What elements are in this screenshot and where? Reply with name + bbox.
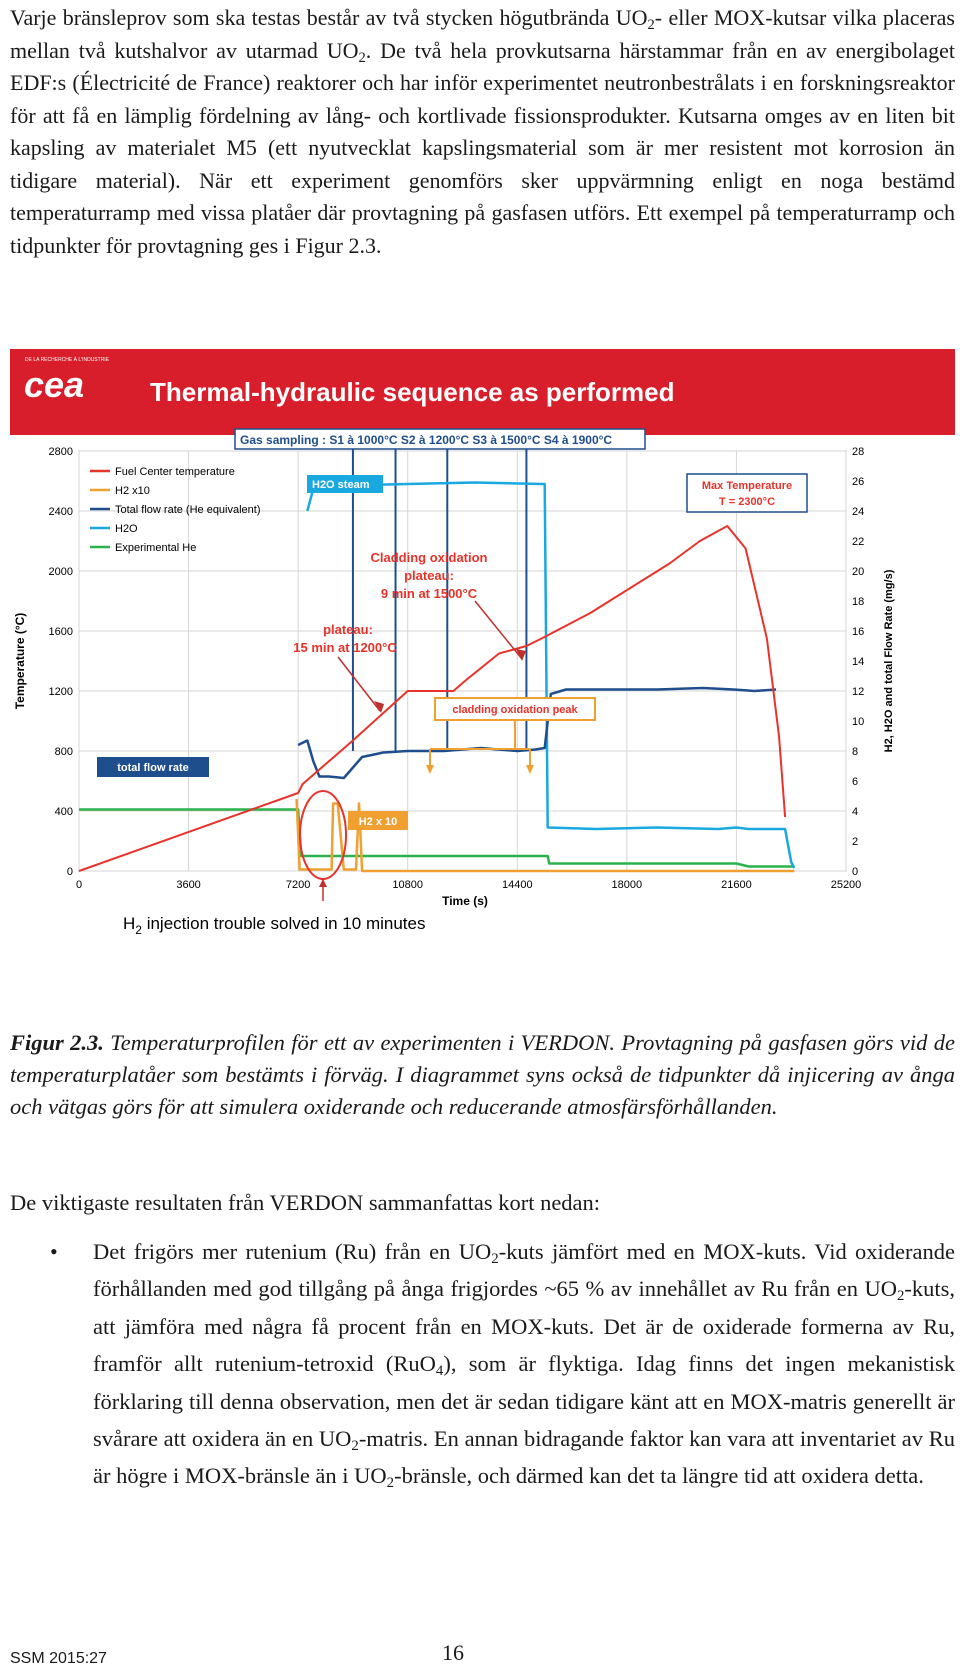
- bullet-marker: •: [50, 1239, 58, 1264]
- x-axis-label: Time (s): [442, 894, 488, 908]
- figure-caption: [10, 1027, 955, 1123]
- y-tick-label: 1200: [48, 686, 73, 698]
- y2-axis-label: H2, H2O and total Flow Rate (mg/s): [883, 569, 895, 753]
- intro-paragraph: [10, 2, 955, 262]
- y2-tick-label: 28: [852, 446, 865, 458]
- logo-small-text: DE LA RECHERCHE À L'INDUSTRIE: [25, 357, 110, 363]
- y2-tick-label: 18: [852, 596, 865, 608]
- footer-report-id: SSM 2015:27: [10, 1650, 107, 1667]
- y-tick-label: 1600: [48, 626, 73, 638]
- x-tick-label: 21600: [721, 879, 752, 891]
- intro-text-2: - eller MOX-kutsar vilka placeras mellan två kutshalvor av utarmad UO: [10, 5, 955, 63]
- y2-tick-label: 8: [852, 746, 859, 758]
- summary-lead: De viktigaste resultaten från VERDON sammanfattas kort nedan:: [10, 1190, 601, 1215]
- intro-text-1: Varje bränsleprov som ska testas består av två stycken högutbrända UO: [10, 5, 648, 30]
- y2-tick-label: 22: [852, 536, 865, 548]
- x-tick-label: 14400: [501, 879, 533, 891]
- h2-note-h: H: [123, 914, 136, 933]
- bullet-text-5: -matris. En annan bidragande faktor kan vara att inventariet av Ru är högre i MOX-bränsle än i UO: [93, 1426, 955, 1489]
- legend-h2o: H2O: [115, 523, 138, 535]
- y2-tick-label: 6: [852, 776, 859, 788]
- x-tick-label: 0: [75, 879, 83, 891]
- intro-sub-1: 2: [647, 17, 655, 34]
- bullet-text-6: -bränsle, och därmed kan det ta längre tid att oxidera detta.: [394, 1463, 924, 1489]
- x-tick-label: 7200: [285, 879, 311, 891]
- y-tick-label: 400: [54, 806, 73, 818]
- legend-h2: H2 x10: [115, 485, 150, 497]
- annotation-max-temp-value: T = 2300°C: [718, 496, 776, 508]
- legend-fuel: Fuel Center temperature: [115, 466, 235, 478]
- annotation-cladding-plateau-2: plateau:: [404, 568, 454, 583]
- caption-text: Temperaturprofilen för ett av experimenten i VERDON. Provtagning på gasfasen görs vid de temperaturplatåer som bestämts i förväg. I diagrammet syns också de tidpunkter då injicering av ånga och vätgas görs för att simulera oxiderande och reducerande atmosfärsförhållanden.: [10, 1030, 955, 1119]
- footer-page-number: 16: [442, 1640, 464, 1665]
- annotation-total-flow: total flow rate: [117, 762, 189, 774]
- y2-tick-label: 4: [852, 806, 859, 818]
- bullet-sub-3: 4: [435, 1363, 444, 1380]
- annotation-max-temp-title: Max Temperature: [701, 480, 793, 492]
- annotation-cladding-plateau-1: Cladding oxidation: [370, 550, 488, 565]
- y2-tick-label: 26: [852, 476, 865, 488]
- y2-tick-label: 14: [852, 656, 865, 668]
- bullet-text-4: ), som är flyktiga. Idag finns det ingen mekanistisk förklaring till denna observation, men det är sedan tidigare känt att en MOX-matris generellt är svårare att oxidera än en UO: [93, 1351, 955, 1452]
- intro-sub-2: 2: [358, 49, 366, 66]
- legend-total: Total flow rate (He equivalent): [115, 504, 261, 516]
- intro-text-3: . De två hela provkutsarna härstammar från en av energibolaget EDF:s (Électricité de France) reaktorer och har inför experimentet neutronbestrålats i en forskningsreaktor för att få en lämplig fördelning av lång- och kortlivade fissionsprodukter. Kutsarna omges av en liten bit kapsling av materialet M5 (ett nyutvecklat kapslingsmaterial som är mer resistent mot korrosion än tidigare material). När ett experiment genomförs sker uppvärmning enligt en noga bestämd temperaturramp med vissa platåer där provtagning på gasfasen utförs. Ett exempel på temperaturramp och tidpunkter för provtagning ges i Figur 2.3.: [10, 37, 955, 258]
- h2-note-sub: 2: [135, 923, 142, 937]
- bullet-item: [93, 1233, 955, 1495]
- bullet-sub-2: 2: [896, 1288, 905, 1305]
- h2-note-text: injection trouble solved in 10 minutes: [141, 914, 426, 933]
- y2-tick-label: 24: [852, 506, 865, 518]
- annotation-h2x10: H2 x 10: [358, 816, 398, 828]
- x-tick-label: 10800: [392, 879, 424, 891]
- annotation-cladding-peak: cladding oxidation peak: [452, 704, 578, 716]
- legend-he: Experimental He: [115, 542, 197, 554]
- y2-tick-label: 16: [852, 626, 865, 638]
- bullet-text-2: -kuts jämfört med en MOX-kuts. Vid oxiderande förhållanden med god tillgång på ånga frigjordes ~65 % av innehållet av Ru från en UO: [93, 1239, 955, 1302]
- y2-tick-label: 0: [852, 866, 859, 878]
- x-tick-label: 25200: [830, 879, 862, 891]
- bullet-text-3: -kuts, att jämföra med några få procent från en MOX-kuts. Det är de oxiderade formerna av Ru, framför allt rutenium-tetroxid (RuO: [93, 1276, 955, 1377]
- y-tick-label: 2000: [48, 566, 73, 578]
- bullet-text-1: Det frigörs mer rutenium (Ru) från en UO: [93, 1239, 492, 1264]
- figure-thermal-hydraulic-sequence: [10, 349, 955, 999]
- annotation-plateau-1200-2: 15 min at 1200°C: [293, 640, 397, 655]
- annotation-h2o-steam: H2O steam: [312, 479, 370, 491]
- y2-tick-label: 10: [852, 716, 865, 728]
- slide-title: Thermal-hydraulic sequence as performed: [150, 377, 675, 407]
- y-tick-label: 2400: [48, 506, 73, 518]
- y2-tick-label: 20: [852, 566, 865, 578]
- y-axis-label: Temperature (°C): [13, 612, 27, 710]
- bullet-sub-4: 2: [351, 1438, 359, 1455]
- y2-tick-label: 12: [852, 686, 865, 698]
- caption-label: Figur 2.3.: [10, 1030, 104, 1055]
- y-tick-label: 800: [54, 746, 73, 758]
- cea-logo: cea: [24, 364, 85, 405]
- y-tick-label: 2800: [48, 446, 73, 458]
- bullet-sub-1: 2: [491, 1251, 499, 1268]
- annotation-plateau-1200-1: plateau:: [323, 622, 373, 637]
- y2-tick-label: 2: [852, 836, 859, 848]
- bullet-sub-5: 2: [386, 1475, 395, 1492]
- chart-svg: [10, 349, 955, 999]
- gas-sampling-label: Gas sampling : S1 à 1000°C S2 à 1200°C S3 à 1500°C S4 à 1900°C: [240, 433, 613, 447]
- x-tick-label: 3600: [176, 879, 201, 891]
- x-tick-label: 18000: [611, 879, 643, 891]
- annotation-cladding-plateau-3: 9 min at 1500°C: [380, 586, 478, 601]
- y-tick-label: 0: [66, 866, 73, 878]
